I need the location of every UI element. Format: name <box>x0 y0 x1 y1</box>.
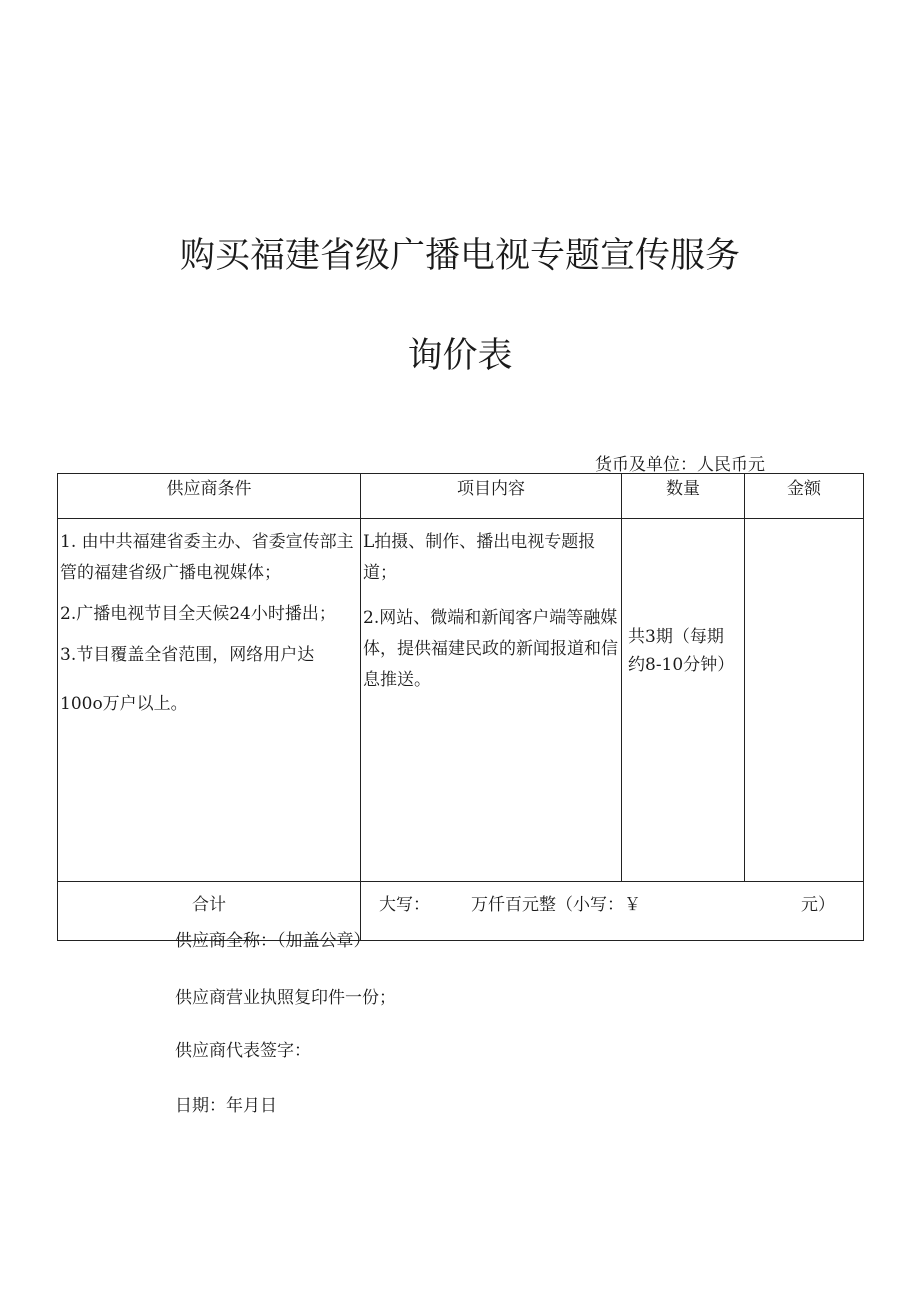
condition-item: 100o万户以上。 <box>60 694 188 714</box>
total-daxie-label: 大写： <box>379 895 430 915</box>
header-quantity: 数量 <box>622 474 745 519</box>
header-project-content: 项目内容 <box>361 474 622 519</box>
table-header-row <box>58 474 864 519</box>
total-amount-cell[interactable] <box>361 882 864 941</box>
condition-item: 1. 由中共福建省委主办、省委宣传部主管的福建省级广播电视媒体； <box>60 532 354 583</box>
representative-signature-line: 供应商代表签字： <box>175 1041 311 1061</box>
header-amount: 金额 <box>745 474 864 519</box>
total-units-text: 万仟百元整（小写：￥ <box>471 895 641 915</box>
condition-item: 2.广播电视节目全天候24小时播出； <box>60 604 336 624</box>
project-item: 2.网站、微端和新闻客户端等融媒体，提供福建民政的新闻报道和信息推送。 <box>363 608 618 690</box>
document-subtitle: 询价表 <box>407 336 513 376</box>
currency-unit-note: 货币及单位：人民币元 <box>595 455 765 475</box>
condition-item: 3.节目覆盖全省范围，网络用户达 <box>60 645 315 665</box>
quantity-cell: 共3期（每期约8-10分钟） <box>622 519 745 882</box>
table-row <box>58 519 864 882</box>
project-item: L拍摄、制作、播出电视专题报道； <box>363 532 596 583</box>
business-license-line: 供应商营业执照复印件一份； <box>175 988 396 1008</box>
header-supplier-conditions: 供应商条件 <box>58 474 361 519</box>
supplier-conditions-cell <box>58 519 361 882</box>
amount-cell[interactable] <box>745 519 864 882</box>
document-title: 购买福建省级广播电视专题宣传服务 <box>179 236 740 276</box>
quotation-table <box>57 473 864 941</box>
date-line: 日期：年月日 <box>175 1096 277 1116</box>
total-yuan-text: 元） <box>801 895 835 915</box>
total-label: 合计 <box>58 882 361 941</box>
supplier-name-line: 供应商全称：（加盖公章） <box>175 931 371 951</box>
project-content-cell <box>361 519 622 882</box>
